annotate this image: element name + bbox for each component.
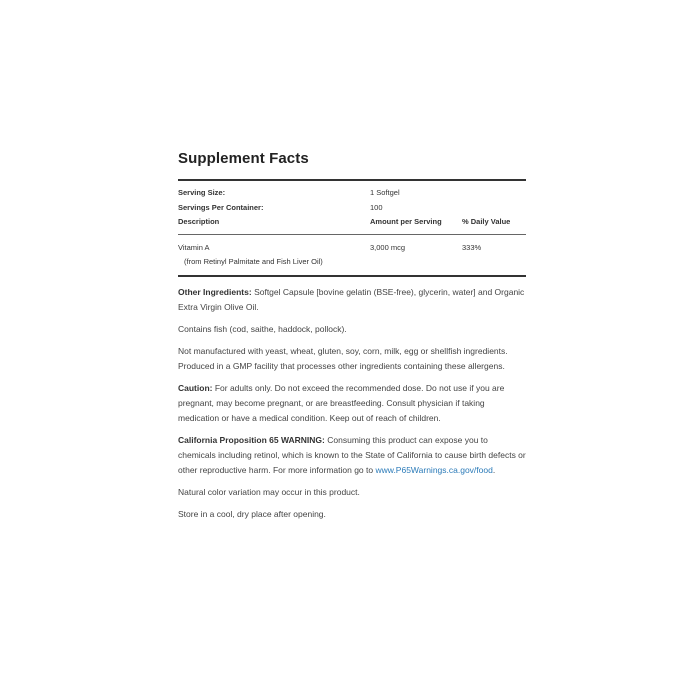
page-title: Supplement Facts [178, 150, 309, 167]
prop65-label: California Proposition 65 WARNING: [178, 435, 325, 445]
header-daily-value: % Daily Value [462, 217, 511, 226]
supplement-facts-panel [178, 148, 526, 529]
servings-per-container-label: Servings Per Container: [178, 202, 264, 212]
servings-per-container-value: 100 [370, 202, 383, 212]
other-ingredients-text: Softgel Capsule [bovine gelatin (BSE-free), glycerin, water] and Organic Extra Virgin Olive Oil. [178, 287, 525, 312]
prop65-period: . [492, 465, 496, 475]
header-description: Description [178, 217, 220, 226]
serving-size-row [178, 186, 526, 201]
caution [178, 381, 528, 426]
table-header-row [178, 215, 526, 230]
servings-per-container-row [178, 201, 526, 216]
other-ingredients-label: Other Ingredients: [178, 287, 252, 297]
serving-info [178, 181, 526, 234]
serving-size-label: Serving Size: [178, 188, 226, 197]
nutrient-main-row [178, 241, 526, 256]
prop65-text: Consuming this product can expose you to chemicals including retinol, which is known to the State of California to cause birth defects or other reproductive harm. For more information go to [178, 435, 526, 475]
nutrient-name: Vitamin A [178, 242, 210, 252]
allergen-statement: Not manufactured with yeast, wheat, gluten, soy, corn, milk, egg or shellfish ingredients. Produced in a GMP facility that processes other ingredients containing these allergens. [178, 346, 508, 371]
nutrient-daily-value: 333% [462, 242, 482, 252]
header-amount: Amount per Serving [370, 217, 442, 226]
serving-size-value: 1 Softgel [370, 188, 400, 197]
other-ingredients [178, 285, 528, 315]
caution-text: For adults only. Do not exceed the recommended dose. Do not use if you are pregnant, may become pregnant, or are breastfeeding. Consult physician if taking medication or have a medical condition. Keep out of reach of children. [178, 383, 505, 423]
nutrient-amount: 3,000 mcg [370, 242, 406, 252]
contains-statement: Contains fish (cod, saithe, haddock, pollock). [178, 324, 347, 334]
divider [178, 275, 526, 277]
prop65-link[interactable]: www.P65Warnings.ca.gov/food [375, 465, 493, 475]
caution-label: Caution: [178, 383, 213, 393]
storage-note: Store in a cool, dry place after opening. [178, 509, 326, 519]
nutrient-source: (from Retinyl Palmitate and Fish Liver Oil) [184, 257, 323, 266]
nutrient-row [178, 235, 526, 275]
color-note: Natural color variation may occur in this product. [178, 487, 360, 497]
label-text [178, 285, 528, 522]
prop65-warning [178, 433, 528, 478]
